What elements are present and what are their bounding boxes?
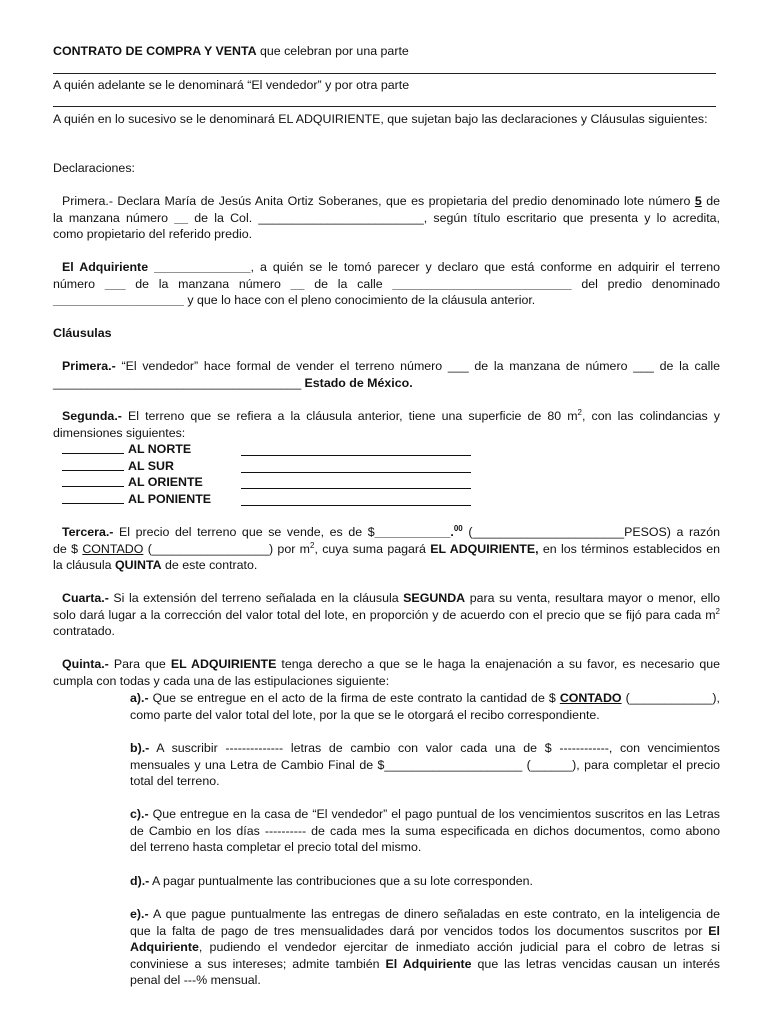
item-c-line-1: c).- Que entregue en la casa de “El vendedor” el pago puntual de los vencimientos suscritos en las Letras [130,807,720,821]
clausula-cuarta-line-2: solo dará lugar a la corrección del valor total del lote, en proporción y de acuerdo con el precio que se fijó para cada $m^2$ [53,606,720,622]
clausula-cuarta [53,590,720,640]
boundary-oriente: AL ORIENTE [62,474,203,491]
clausula-quinta-line-2: cumpla con todas y cada una de las estipulaciones siguiente: [53,673,390,688]
clausula-primera-line-2: ____________________________________ Estado de México. [53,375,413,390]
clausula-quinta [53,656,720,689]
item-e-line-5: penal del ---% mensual. [130,973,261,987]
item-e-line-4: conviniese a sus intereses; admite también El Adquiriente que las letras vencidas causan un interés [130,956,720,971]
boundary-norte: AL NORTE [62,441,191,458]
boundary-norte-line [241,455,471,456]
clausula-primera [53,358,720,391]
declaracion-adq-line-1: El Adquiriente ______________, a quién se le tomó parecer y declaro que está conforme en adquirir el terreno [62,260,721,274]
item-e-line-1: e).- A que pague puntualmente las entregas de dinero señaladas en este contrato, en la inteligencia de [130,907,720,921]
contract-title: CONTRATO DE COMPRA Y VENTA [53,44,257,58]
blank-line-vendor [53,73,716,74]
clausula-cuarta-line-3: contratado. [53,624,115,638]
quinta-item-d [130,873,720,890]
item-a-line-2: como parte del valor total del lote, por la que se le otorgará el recibo correspondiente. [130,707,600,722]
item-c-line-3: del terreno hasta completar el precio total del mismo. [130,840,422,854]
clausula-segunda-line-1: Segunda.- El terreno que se refiera a la cláusula anterior, tiene una superficie de 80 $m^2$, con las colindancias y [62,408,720,423]
clausula-tercera-line-3: la cláusula QUINTA de este contrato. [53,558,258,572]
quinta-item-c [130,806,720,856]
clausula-segunda-line-2: dimensiones siguientes: [53,425,186,440]
declaracion-adq-line-3: ___________________ y que lo hace con el pleno conocimiento de la cláusula anterior. [53,293,536,307]
declaracion-adq-line-2: número ___ de la manzana número __ de la calle __________________________ del predio denominado [53,276,721,291]
title-rest: que celebran por una parte [256,44,409,58]
item-e-line-2: que la falta de pago de tres mensualidades dará por vencidos todos los documentos suscritos por El [130,923,720,938]
boundary-oriente-line [241,488,471,489]
quinta-item-a [130,690,720,723]
declaracion-adquiriente [53,259,720,309]
boundary-sur-line [241,472,471,473]
clausula-cuarta-line-1: Cuarta.- Si la extensión del terreno señalada en la cláusula SEGUNDA para su venta, resultara mayor o menor, ello [62,591,720,605]
quinta-item-b [130,740,720,790]
contract-title-line [53,43,720,60]
declaracion-primera [53,193,720,243]
item-c-line-2: de Cambio en los días ---------- de cada mes la suma especificada en dichos documentos, como abono [130,823,720,838]
item-b-line-2: mensuales y una Letra de Cambio Final de $____________________ (______), para completar el precio [130,757,720,772]
declaraciones-heading: Declaraciones: [53,161,135,175]
declaracion-primera-line-2: la manzana número __ de la Col. ________________________, según título escritario que presenta y lo acredita, [53,210,720,225]
header-line-3: A quién en lo sucesivo se le denominará EL ADQUIRIENTE, que sujetan bajo las declaraciones y Cláusulas siguientes: [53,112,708,126]
boundary-poniente-line [241,505,471,506]
blank-line-buyer [53,106,716,107]
clausula-quinta-line-1: Quinta.- Para que EL ADQUIRIENTE tenga derecho a que se le haga la enajenación a su favor, es necesario que [62,657,720,671]
clausula-primera-line-1: Primera.- “El vendedor” hace formal de vender el terreno número ___ de la manzana de número ___ de la calle [62,359,720,373]
item-b-line-1: b).- A suscribir -------------- letras de cambio con valor cada una de $ ------------, con vencimientos [130,741,720,755]
item-d-line-1: d).- A pagar puntualmente las contribuciones que a su lote corresponden. [130,874,533,888]
quinta-item-e [130,906,720,989]
boundary-sur: AL SUR [62,458,174,475]
declaracion-primera-line-3: como propietario del referido predio. [53,227,253,241]
clausula-segunda [53,408,720,441]
header-line-2: A quién adelante se le denominará “El vendedor” y por otra parte [53,78,410,92]
clausulas-heading: Cláusulas [53,326,112,340]
clausula-tercera-line-2: de $ CONTADO (_________________) por $m^2$, cuya suma pagará EL ADQUIRIENTE, en los términos establecidos en [53,540,720,556]
clausula-tercera-line-1: Tercera.- El precio del terreno que se vende, es de $___________.$^{00}$ (______________________PESOS) a razón [62,524,720,539]
boundary-poniente: AL PONIENTE [62,491,211,508]
declaracion-primera-line-1: Primera.- Declara María de Jesús Anita Ortiz Soberanes, que es propietaria del predio denominado lote número 5 de [62,194,720,208]
clausula-tercera [53,524,720,574]
item-e-line-3: Adquiriente, pudiendo el vendedor ejercitar de inmediato acción judicial para el cobro de letras si [130,940,720,954]
item-b-line-3: total del terreno. [130,774,220,788]
item-a-line-1: a).- Que se entregue en el acto de la firma de este contrato la cantidad de $ CONTADO (____________), [130,691,720,705]
